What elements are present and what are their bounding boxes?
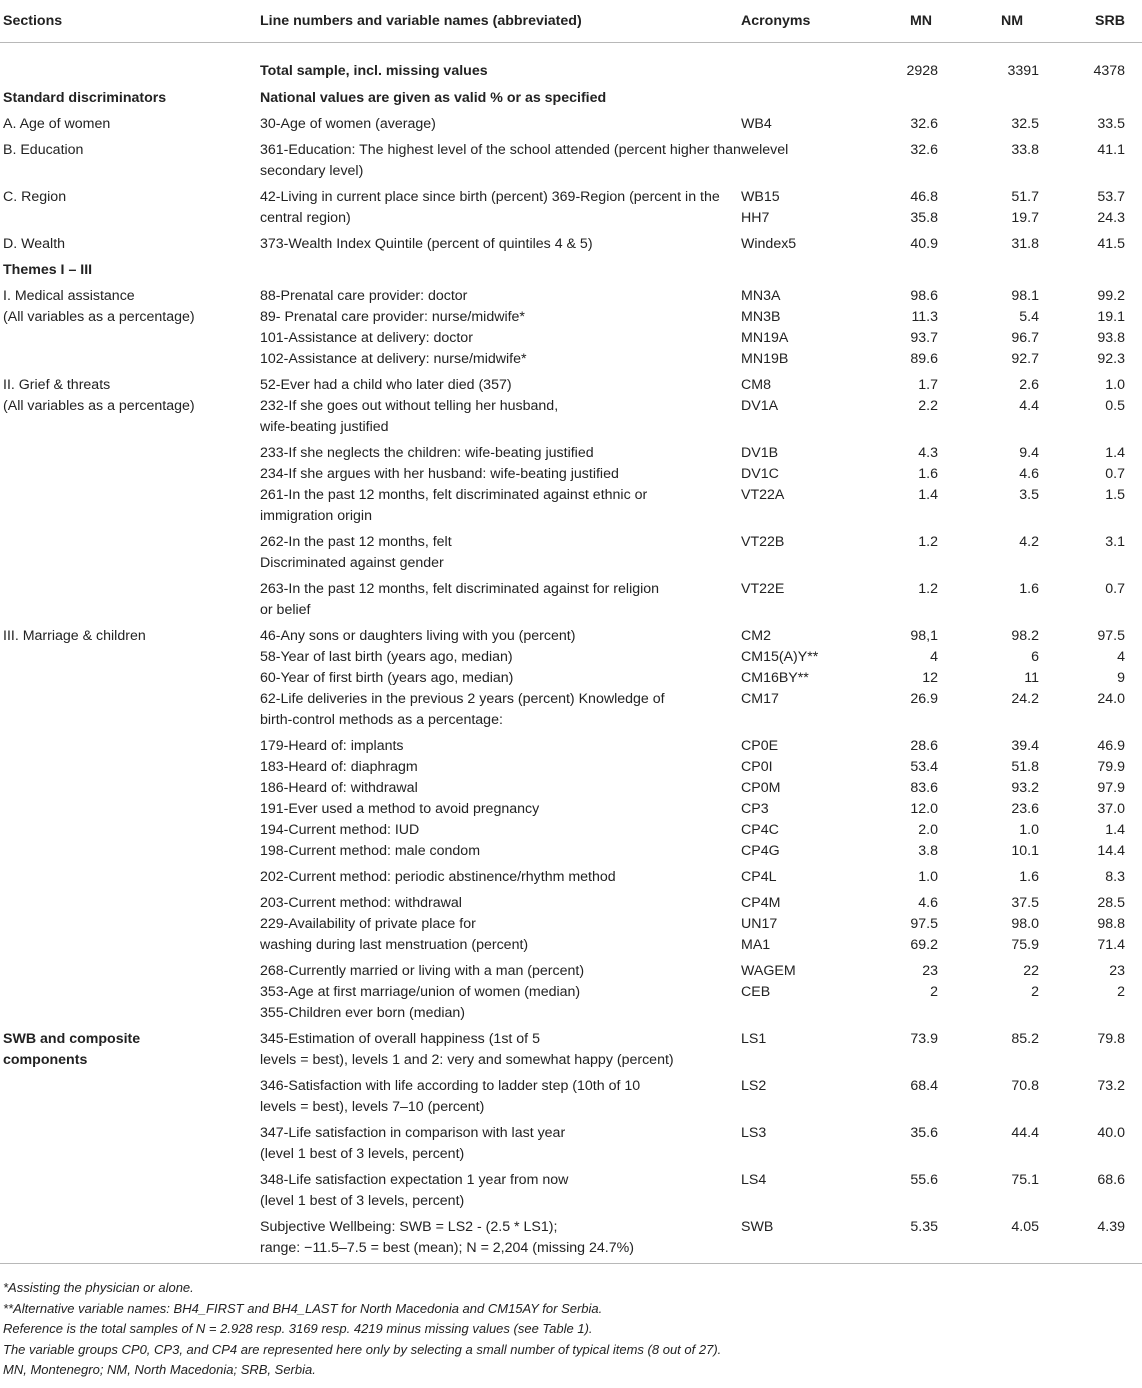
section-cell: B. Education — [3, 142, 84, 158]
mn-value-cell: 28.6 53.4 83.6 12.0 2.0 3.8 — [910, 738, 938, 859]
srb-value-cell: 28.5 98.8 71.4 — [1097, 895, 1125, 953]
description-cell: 361-Education: The highest level of the school attended (percent higher than secondary level) — [260, 142, 741, 179]
table-row — [0, 1024, 1142, 1071]
table-row — [0, 888, 1142, 956]
nm-value-cell: 1.6 — [1019, 581, 1039, 597]
mn-value-cell: 2928 — [906, 63, 938, 79]
section-cell: D. Wealth — [3, 236, 66, 252]
header-mn: MN — [851, 0, 951, 43]
section-cell: I. Medical assistance (All variables as a percentage) — [3, 288, 195, 325]
description-cell: 88-Prenatal care provider: doctor 89- Prenatal care provider: nurse/midwife* 101-Assistance at delivery: doctor 102-Assistance at delivery: nurse/midwife* — [260, 288, 527, 367]
nm-value-cell: 3391 — [1007, 63, 1039, 79]
description-cell: 202-Current method: periodic abstinence/rhythm method — [260, 869, 616, 885]
footnote: Reference is the total samples of N = 2.928 resp. 3169 resp. 4219 minus missing values (see Table 1). — [3, 1321, 593, 1337]
table-row — [0, 527, 1142, 574]
nm-value-cell: 51.7 19.7 — [1011, 189, 1039, 226]
nm-value-cell: 22 2 — [1023, 963, 1039, 1000]
acronym-cell: CP4M UN17 MA1 — [741, 895, 781, 953]
section-cell — [0, 888, 260, 956]
section-cell — [0, 731, 260, 862]
srb-value-cell: 33.5 — [1097, 116, 1125, 132]
acronym-cell: LS3 — [741, 1125, 767, 1141]
srb-value-cell: 53.7 24.3 — [1097, 189, 1125, 226]
description-cell: 42-Living in current place since birth (percent) 369-Region (percent in the central region) — [260, 189, 720, 226]
srb-value-cell — [1049, 255, 1142, 281]
description-cell: National values are given as valid % or as specified — [260, 90, 607, 106]
acronym-cell: welevel — [741, 142, 789, 158]
section-cell — [0, 527, 260, 574]
acronym-cell: WB4 — [741, 116, 772, 132]
description-cell: Subjective Wellbeing: SWB = LS2 - (2.5 * LS1); range: −11.5–7.5 = best (mean); N = 2,204 (missing 24.7%) — [260, 1212, 741, 1264]
table-row — [0, 438, 1142, 527]
description-cell: 179-Heard of: implants 183-Heard of: diaphragm 186-Heard of: withdrawal 191-Ever used a method to avoid pregnancy 194-Current method: IUD 198-Current method: male condom — [260, 738, 540, 859]
mn-value-cell: 73.9 — [910, 1031, 938, 1047]
mn-value-cell: 98.6 11.3 93.7 89.6 — [910, 288, 938, 367]
mn-value-cell: 35.6 — [910, 1125, 938, 1141]
nm-value-cell: 75.1 — [1011, 1172, 1039, 1188]
nm-value-cell: 33.8 — [1011, 142, 1039, 158]
description-cell: 345-Estimation of overall happiness (1st of 5 levels = best), levels 1 and 2: very and somewhat happy (percent) — [260, 1031, 674, 1068]
srb-value-cell: 4378 — [1093, 63, 1125, 79]
description-cell: 373-Wealth Index Quintile (percent of quintiles 4 & 5) — [260, 236, 593, 252]
srb-value-cell: 1.0 0.5 — [1105, 377, 1125, 414]
section-cell — [0, 574, 260, 621]
nm-value-cell: 32.5 — [1011, 116, 1039, 132]
nm-value-cell: 9.4 4.6 3.5 — [1019, 445, 1039, 503]
section-cell: Standard discriminators — [3, 90, 167, 106]
header-lines: Line numbers and variable names (abbreviated) — [260, 0, 741, 43]
nm-value-cell — [951, 82, 1049, 109]
acronym-cell: Windex5 — [741, 236, 797, 252]
table-row — [0, 574, 1142, 621]
acronym-cell: CM8 DV1A — [741, 377, 779, 414]
table-row — [0, 281, 1142, 370]
description-cell: 268-Currently married or living with a man (percent) 353-Age at first marriage/union of women (median) 355-Children ever born (median) — [260, 963, 585, 1021]
footnote: **Alternative variable names: BH4_FIRST and BH4_LAST for North Macedonia and CM15AY for Serbia. — [3, 1300, 603, 1316]
srb-value-cell: 41.5 — [1097, 236, 1125, 252]
section-cell — [0, 1165, 260, 1212]
description-cell: 262-In the past 12 months, felt Discriminated against gender — [260, 534, 452, 571]
mn-value-cell: 1.0 — [918, 869, 938, 885]
nm-value-cell: 85.2 — [1011, 1031, 1039, 1047]
mn-value-cell: 32.6 — [910, 116, 938, 132]
section-cell — [0, 1118, 260, 1165]
mn-value-cell: 46.8 35.8 — [910, 189, 938, 226]
mn-value-cell: 23 2 — [922, 963, 938, 1000]
nm-value-cell: 31.8 — [1011, 236, 1039, 252]
nm-value-cell: 2.6 4.4 — [1019, 377, 1039, 414]
table-row — [0, 135, 1142, 182]
section-cell: C. Region — [3, 189, 67, 205]
nm-value-cell: 70.8 — [1011, 1078, 1039, 1094]
srb-value-cell: 97.5 4 9 24.0 — [1097, 628, 1125, 707]
table-row — [0, 621, 1142, 731]
mn-value-cell: 1.2 — [918, 581, 938, 597]
nm-value-cell: 44.4 — [1011, 1125, 1039, 1141]
footnote: MN, Montenegro; NM, North Macedonia; SRB, Serbia. — [3, 1362, 316, 1378]
srb-value-cell — [1049, 82, 1142, 109]
description-cell: 46-Any sons or daughters living with you (percent) 58-Year of last birth (years ago, median) 60-Year of first birth (years ago, median) 62-Life deliveries in the previous 2 years (percent) Knowledge of birth-control methods as a percentage: — [260, 628, 665, 728]
acronym-cell: VT22E — [741, 581, 785, 597]
section-cell — [0, 956, 260, 1024]
nm-value-cell — [951, 255, 1049, 281]
description-cell: 346-Satisfaction with life according to ladder step (10th of 10 levels = best), levels 7–10 (percent) — [260, 1078, 641, 1115]
table-row — [0, 109, 1142, 135]
srb-value-cell: 73.2 — [1097, 1078, 1125, 1094]
footnote: *Assisting the physician or alone. — [3, 1280, 194, 1295]
description-cell: 52-Ever had a child who later died (357) 232-If she goes out without telling her husband, wife-beating justified — [260, 377, 559, 435]
section-cell: A. Age of women — [3, 116, 111, 132]
table-row — [0, 862, 1142, 888]
table-row — [0, 956, 1142, 1024]
srb-value-cell: 4.39 — [1049, 1212, 1142, 1264]
section-cell — [0, 1071, 260, 1118]
mn-value-cell: 98,1 4 12 26.9 — [910, 628, 938, 707]
section-cell: SWB and composite components — [3, 1031, 141, 1068]
acronym-cell: VT22B — [741, 534, 785, 550]
mn-value-cell: 55.6 — [910, 1172, 938, 1188]
header-srb: SRB — [1049, 0, 1142, 43]
footnote: The variable groups CP0, CP3, and CP4 are represented here only by selecting a small number of typical items (8 out of 27). — [3, 1341, 722, 1357]
description-cell: 233-If she neglects the children: wife-beating justified 234-If she argues with her husband: wife-beating justified 261-In the past 12 months, felt discriminated against ethnic or immigration origin — [260, 445, 648, 524]
nm-value-cell: 1.6 — [1019, 869, 1039, 885]
srb-value-cell: 68.6 — [1097, 1172, 1125, 1188]
table-row — [0, 255, 1142, 281]
section-cell — [0, 862, 260, 888]
table-row — [0, 82, 1142, 109]
nm-value-cell: 4.2 — [1019, 534, 1039, 550]
table-row — [0, 370, 1142, 438]
header-acronyms: Acronyms — [741, 0, 851, 43]
table-row — [0, 229, 1142, 255]
description-cell: 203-Current method: withdrawal 229-Availability of private place for washing during last menstruation (percent) — [260, 895, 529, 953]
header-sections: Sections — [0, 0, 260, 43]
section-cell: Themes I – III — [3, 262, 93, 278]
mn-value-cell: 1.7 2.2 — [918, 377, 938, 414]
srb-value-cell: 40.0 — [1097, 1125, 1125, 1141]
description-cell: Total sample, incl. missing values — [260, 63, 488, 79]
acronym-cell: DV1B DV1C VT22A — [741, 445, 785, 503]
srb-value-cell: 41.1 — [1097, 142, 1125, 158]
table-row — [0, 1165, 1142, 1212]
nm-value-cell: 37.5 98.0 75.9 — [1011, 895, 1039, 953]
mn-value-cell: 68.4 — [910, 1078, 938, 1094]
table-row — [0, 1118, 1142, 1165]
description-cell: 348-Life satisfaction expectation 1 year from now (level 1 best of 3 levels, percent) — [260, 1172, 569, 1209]
acronym-cell: SWB — [741, 1212, 851, 1264]
mn-value-cell: 32.6 — [910, 142, 938, 158]
header-nm: NM — [951, 0, 1049, 43]
acronym-cell: LS4 — [741, 1172, 767, 1188]
section-cell: II. Grief & threats (All variables as a percentage) — [3, 377, 195, 414]
description-cell — [260, 255, 741, 281]
section-cell: III. Marriage & children — [3, 628, 146, 644]
table-row — [0, 43, 1142, 83]
srb-value-cell: 79.8 — [1097, 1031, 1125, 1047]
description-cell: 263-In the past 12 months, felt discriminated against for religion or belief — [260, 581, 660, 618]
srb-value-cell: 3.1 — [1105, 534, 1125, 550]
table-header-row — [0, 0, 1142, 43]
section-cell — [0, 438, 260, 527]
acronym-cell: CP0E CP0I CP0M CP3 CP4C CP4G — [741, 738, 781, 859]
mn-value-cell: 5.35 — [851, 1212, 951, 1264]
description-cell: 30-Age of women (average) — [260, 116, 436, 132]
section-cell — [0, 43, 260, 83]
srb-value-cell: 99.2 19.1 93.8 92.3 — [1097, 288, 1125, 367]
nm-value-cell: 98.2 6 11 24.2 — [1011, 628, 1039, 707]
acronym-cell: WAGEM CEB — [741, 963, 796, 1000]
mn-value-cell: 4.3 1.6 1.4 — [918, 445, 938, 503]
srb-value-cell: 8.3 — [1105, 869, 1125, 885]
nm-value-cell: 4.05 — [951, 1212, 1049, 1264]
nm-value-cell: 39.4 51.8 93.2 23.6 1.0 10.1 — [1011, 738, 1039, 859]
srb-value-cell: 23 2 — [1109, 963, 1125, 1000]
srb-value-cell: 0.7 — [1105, 581, 1125, 597]
mn-value-cell — [851, 82, 951, 109]
acronym-cell: CP4L — [741, 869, 777, 885]
table-row — [0, 1071, 1142, 1118]
acronym-cell — [741, 82, 851, 109]
table-row — [0, 182, 1142, 229]
acronym-cell: LS1 — [741, 1031, 767, 1047]
mn-value-cell — [851, 255, 951, 281]
acronym-cell: LS2 — [741, 1078, 767, 1094]
table-row — [0, 731, 1142, 862]
nm-value-cell: 98.1 5.4 96.7 92.7 — [1011, 288, 1039, 367]
acronym-cell: CM2 CM15(A)Y** CM16BY** CM17 — [741, 628, 819, 707]
acronym-cell: MN3A MN3B MN19A MN19B — [741, 288, 789, 367]
srb-value-cell: 46.9 79.9 97.9 37.0 1.4 14.4 — [1097, 738, 1125, 859]
mn-value-cell: 40.9 — [910, 236, 938, 252]
acronym-cell: WB15 HH7 — [741, 189, 780, 226]
description-cell: 347-Life satisfaction in comparison with last year (level 1 best of 3 levels, percent) — [260, 1125, 566, 1162]
table-row — [0, 1212, 1142, 1264]
srb-value-cell: 1.4 0.7 1.5 — [1105, 445, 1125, 503]
acronym-cell — [741, 255, 851, 281]
acronym-cell — [741, 43, 851, 83]
section-cell — [0, 1212, 260, 1264]
footnotes — [0, 1264, 1142, 1381]
mn-value-cell: 1.2 — [918, 534, 938, 550]
mn-value-cell: 4.6 97.5 69.2 — [910, 895, 938, 953]
